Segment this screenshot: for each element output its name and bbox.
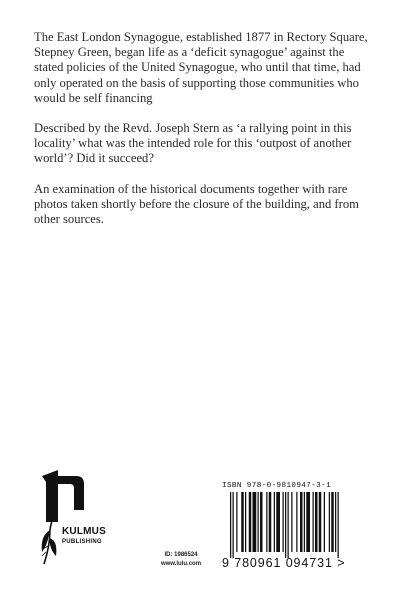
- barcode-bars: [230, 492, 380, 558]
- lulu-site: www.lulu.com: [160, 561, 202, 567]
- barcode-bar: [258, 492, 259, 552]
- barcode-bar: [335, 492, 336, 552]
- barcode-bar: [288, 492, 289, 558]
- barcode-bar: [245, 492, 246, 552]
- barcode-bar: [233, 492, 234, 558]
- lulu-id-block: [146, 551, 216, 569]
- blurb-paragraph-3: An examination of the historical documents together with rare photos taken shortly before the closure of the building, and from other sources.: [34, 181, 359, 227]
- isbn-barcode: [222, 482, 382, 578]
- barcode-bar: [283, 492, 284, 552]
- barcode-bar: [253, 492, 257, 552]
- barcode-bar: [319, 492, 322, 552]
- barcode-bar: [291, 492, 292, 552]
- barcode-bar: [331, 492, 334, 552]
- barcode-bar: [315, 492, 318, 552]
- barcode-bar: [313, 492, 314, 552]
- back-cover-blurb: [34, 30, 374, 242]
- blurb-paragraph-1: The East London Synagogue, established 1877 in Rectory Square, Stepney Green, began life as a ‘deficit synagogue’ against the stated policies of the United Synagogue, who until that time, had only operated on the basis of supporting those communities who would be self financing: [34, 30, 368, 105]
- barcode-bar: [304, 492, 305, 552]
- isbn-digits: 9 780961 094731 >: [222, 556, 346, 570]
- isbn-label: ISBN 978-0-9810947-3-1: [222, 482, 332, 490]
- lulu-id: ID: 1986524: [164, 552, 198, 558]
- barcode-bar: [236, 492, 237, 552]
- blurb-paragraph-2: Described by the Revd. Joseph Stern as ‘a rallying point in this locality’ what was the intended role for this ‘outpost of another world’? Did it succeed?: [34, 121, 352, 166]
- barcode-bar: [249, 492, 252, 552]
- barcode-bar: [300, 492, 303, 552]
- barcode-bar: [296, 492, 297, 552]
- barcode-bar: [241, 492, 244, 552]
- quill-letter-icon: [36, 466, 103, 570]
- barcode-bar: [230, 492, 231, 558]
- barcode-bar: [276, 492, 280, 552]
- barcode-bar: [285, 492, 286, 558]
- barcode-bar: [260, 492, 263, 552]
- barcode-bar: [306, 492, 310, 552]
- barcode-bar: [269, 492, 272, 552]
- barcode-bar: [266, 492, 267, 552]
- publisher-name: KULMUS: [62, 526, 106, 537]
- barcode-bar: [338, 492, 339, 558]
- barcode-bar: [329, 492, 330, 552]
- publisher-sub: PUBLISHING: [62, 539, 103, 545]
- barcode-bar: [274, 492, 275, 552]
- publisher-logo: [36, 466, 106, 570]
- barcode-bar: [324, 492, 325, 552]
